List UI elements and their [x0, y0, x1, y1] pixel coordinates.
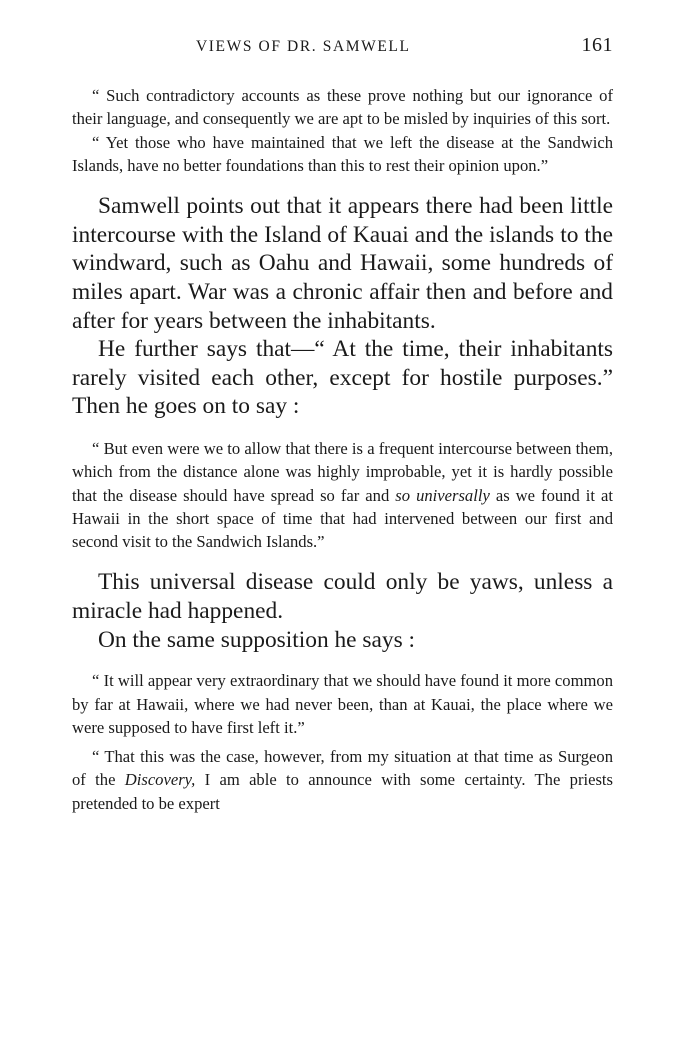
quote-3-text-a: “ But even were we to allow that there is a frequent intercourse between them, which from the distance alone was highly improbable, yet it is hardly possible that the disease should have spread so far and	[72, 438, 613, 505]
quote-3-emphasis: so universally	[395, 485, 490, 505]
body-paragraph-2: He further says that—“ At the time, their inhabitants rarely visited each other, except for hostile purposes.” Then he goes on to say :	[72, 336, 613, 420]
quote-3-text-b: as we found it at Hawaii in the short space of time that had intervened between our first and second visit to the Sandwich Islands.”	[72, 485, 613, 552]
quote-5-text-b: I am able to announce with some certainty. The priests pretended to be expert	[72, 770, 613, 813]
running-head	[72, 34, 613, 64]
quote-5-text-a: “ That this was the case, however, from my situation at that time as Surgeon of the	[72, 747, 613, 790]
quote-paragraph-5	[72, 745, 613, 815]
page-number: 161	[581, 34, 613, 56]
body-paragraph-4: On the same supposition he says :	[98, 626, 416, 653]
running-title: VIEWS OF DR. SAMWELL	[196, 38, 411, 55]
quote-paragraph-4: “ It will appear very extraordinary that we should have found it more common by far at Hawaii, where we had never been, than at Kauai, the place where we were supposed to have first left it.”	[72, 671, 613, 737]
quote-paragraph-3	[72, 437, 613, 553]
quote-paragraph-1: “ Such contradictory accounts as these prove nothing but our ignorance of their language, and consequently we are apt to be misled by inquiries of this sort.	[72, 86, 613, 129]
body-paragraph-3: This universal disease could only be yaws, unless a miracle had happened.	[72, 569, 613, 625]
book-page	[72, 34, 613, 815]
body-paragraph-1: Samwell points out that it appears there had been little intercourse with the Island of Kauai and the islands to the windward, such as Oahu and Hawaii, some hundreds of miles apart. War was a chronic affair then and before and after for years between the inhabitants.	[72, 193, 613, 334]
quote-5-emphasis: Discovery,	[124, 770, 196, 790]
quote-paragraph-2: “ Yet those who have maintained that we left the disease at the Sandwich Islands, have no better foundations than this to rest their opinion upon.”	[72, 132, 613, 175]
